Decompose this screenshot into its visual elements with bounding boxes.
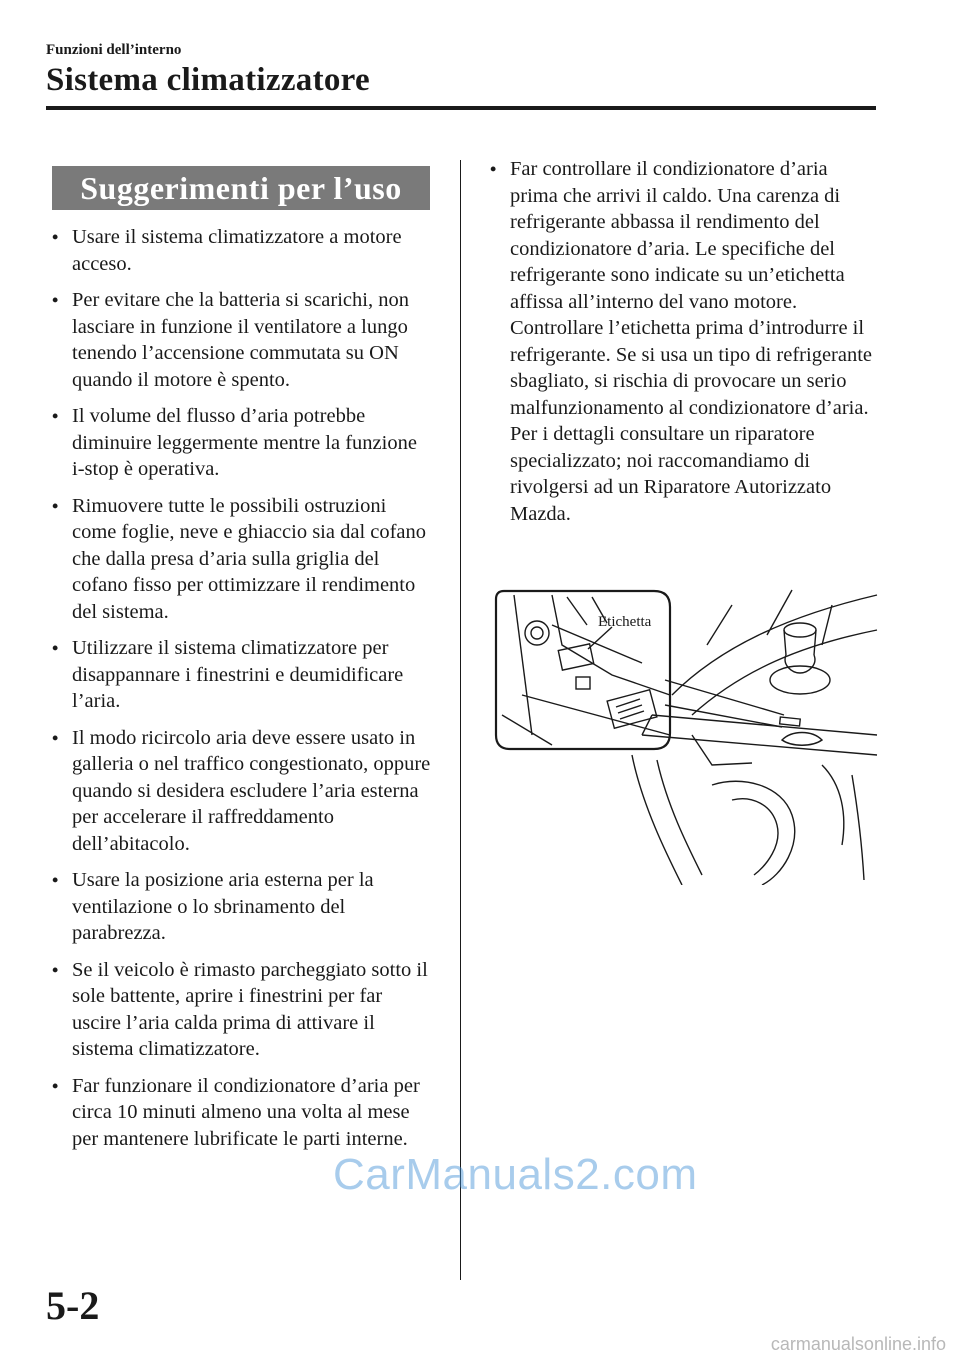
bullet-item xyxy=(52,493,434,626)
bullet-item xyxy=(52,224,434,277)
bullet-dot: • xyxy=(52,290,59,310)
bullet-text: Rimuovere tutte le possibili ostruzioni come foglie, neve e ghiaccio sia dal cofano che dalla presa d’aria sulla griglia del cofano fisso per ottimizzare il rendimento del sistema. xyxy=(72,494,427,623)
page-title: Sistema climatizzatore xyxy=(46,62,370,98)
watermark: CarManuals2.com xyxy=(333,1150,698,1199)
left-column-bullets xyxy=(52,224,434,1162)
bullet-dot: • xyxy=(52,727,59,748)
bullet-item xyxy=(52,635,434,715)
bullet-dot: • xyxy=(490,159,497,179)
bullet-dot: • xyxy=(52,227,59,247)
bullet-text: Se il veicolo è rimasto parcheggiato sotto il sole battente, aprire i finestrini per far uscire l’aria calda prima di attivare il sistema climatizzatore. xyxy=(72,958,428,1060)
bullet-dot: • xyxy=(52,870,59,890)
bullet-item xyxy=(52,725,434,858)
column-divider xyxy=(460,160,461,1280)
bullet-text: Il modo ricircolo aria deve essere usato in galleria o nel traffico congestionato, oppure quando si desidera escludere l’aria esterna per accelerare il raffreddamento dell’abitacolo. xyxy=(72,726,431,855)
title-rule xyxy=(46,106,876,110)
bullet-item xyxy=(490,156,875,527)
bullet-item xyxy=(52,403,434,483)
bullet-item xyxy=(52,1073,434,1153)
bullet-text: Far funzionare il condizionatore d’aria per circa 10 minuti almeno una volta al mese per mantenere lubrificate le parti interne. xyxy=(72,1074,420,1150)
bullet-dot: • xyxy=(52,638,59,658)
bullet-item xyxy=(52,287,434,393)
bullet-text: Usare la posizione aria esterna per la ventilazione o lo sbrinamento del parabrezza. xyxy=(72,869,374,944)
section-banner: Suggerimenti per l’uso xyxy=(52,166,430,210)
bullet-text: Far controllare il condizionatore d’aria prima che arrivi il caldo. Una carenza di refrigerante abbassa il rendimento del condizionatore d’aria. Le specifiche del refrigerante sono indicate su un’etichetta affissa all’interno del vano motore. Controllare l’etichetta prima d’introdurre il refrigerante. Se si usa un tipo di refrigerante sbagliato, si rischia di provocare un serio malfunzionamento al condizionatore d’aria. Per i dettagli consultare un riparatore specializzato; noi raccomandiamo di rivolgersi ad un Riparatore Autorizzato Mazda. xyxy=(510,158,873,525)
engine-bay-illustration xyxy=(492,585,882,885)
bullet-dot: • xyxy=(52,406,59,426)
callout-label-etichetta: Etichetta xyxy=(598,614,652,630)
page-number: 5-2 xyxy=(46,1283,100,1328)
bullet-text: Utilizzare il sistema climatizzatore per disappannare i finestrini e deumidificare l’aria. xyxy=(72,637,404,712)
right-column-bullets xyxy=(490,156,875,537)
bullet-text: Per evitare che la batteria si scarichi, non lasciare in funzione il ventilatore a lungo tenendo l’accensione commutata su ON quando il motore è spento. xyxy=(72,289,409,391)
bullet-dot: • xyxy=(52,959,59,980)
bullet-item xyxy=(52,957,434,1063)
footer-source-watermark: carmanualsonline.info xyxy=(770,1334,946,1354)
bullet-text: Il volume del flusso d’aria potrebbe diminuire leggermente mentre la funzione i-stop è operativa. xyxy=(72,405,417,480)
bullet-dot: • xyxy=(52,1075,59,1096)
bullet-text: Usare il sistema climatizzatore a motore acceso. xyxy=(72,226,402,275)
bullet-dot: • xyxy=(52,495,59,516)
section-label: Funzioni dell’interno xyxy=(46,42,182,58)
bullet-item xyxy=(52,867,434,947)
